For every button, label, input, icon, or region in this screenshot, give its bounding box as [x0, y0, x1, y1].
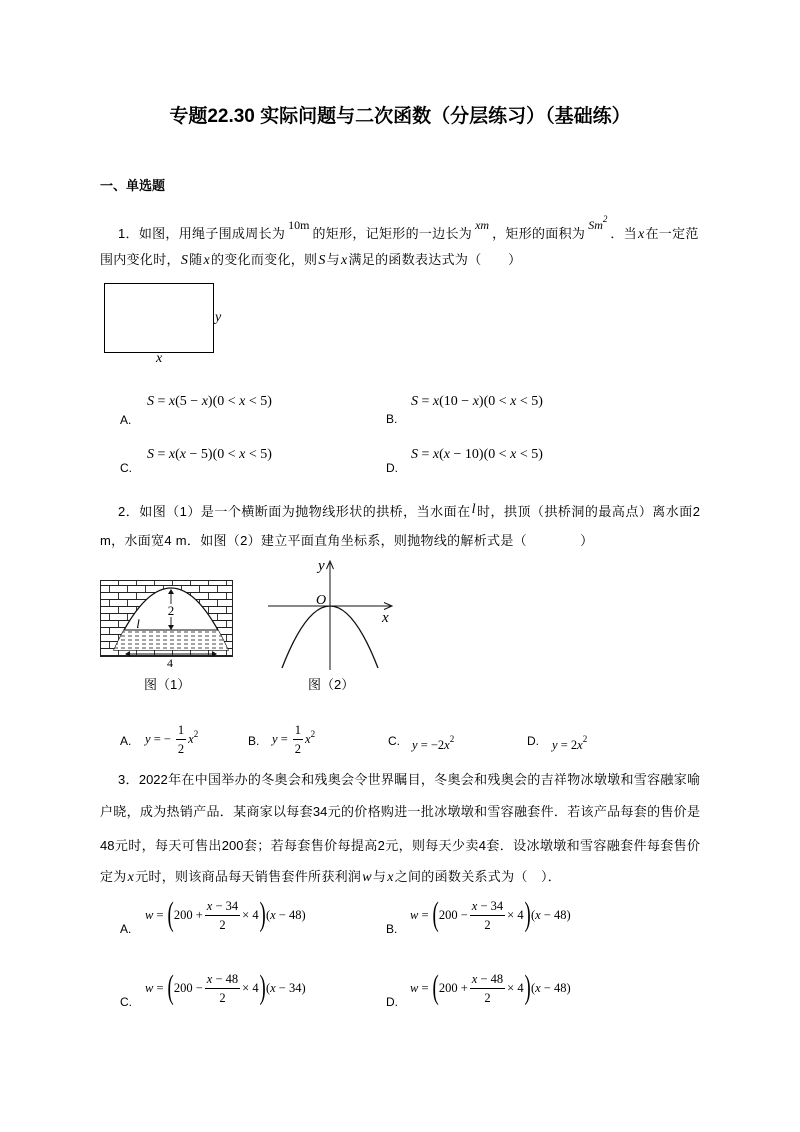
q2-option-d-label: D. [527, 734, 539, 748]
formula-body: y = 2x [552, 738, 583, 752]
q3-text-segment: 之间的函数关系式为（ ）． [394, 869, 562, 884]
question-2-line-2: m，水面宽4 m．如图（2）建立平面直角坐标系，则抛物线的解析式是（ ） [100, 533, 594, 548]
q3-text-segment: 与 [372, 869, 387, 884]
q1-option-d-label: D. [386, 461, 398, 475]
formula-lhs: w = [410, 908, 429, 922]
formula-head: 200 − [438, 908, 468, 922]
formula-variable: x [188, 732, 194, 746]
fraction-numerator: x − 34 [205, 897, 240, 916]
fraction-numerator: 1 [293, 721, 303, 740]
formula-multiplier: × 4 [242, 908, 259, 922]
rectangle-side-label-x: x [156, 351, 163, 366]
q2-option-a-label: A. [120, 734, 132, 748]
big-right-paren: ) [524, 969, 531, 1006]
fraction-denominator: 2 [219, 917, 226, 932]
formula-variable: x [305, 732, 311, 746]
fraction-denominator: 2 [177, 741, 185, 756]
big-right-paren: ) [259, 969, 266, 1006]
perimeter-unit: 10m [288, 218, 310, 232]
variable-w: w [362, 870, 372, 885]
question-1-line-1 [118, 210, 699, 244]
q1-text-segment: 随 [189, 252, 203, 267]
q1-text-segment: 的矩形，记矩形的一边长为 [312, 226, 473, 241]
x-axis-label: x [382, 610, 389, 626]
fraction [205, 970, 240, 1007]
question-3-line-2: 户晓，成为热销产品．某商家以每套34元的价格购进一批冰墩墩和雪容融套件．若该产品每套的售价是 [100, 804, 700, 819]
q1-text-segment: 满足的函数表达式为（ ） [348, 252, 522, 267]
rectangle-figure [104, 283, 214, 353]
parabola-coordinate-figure [265, 558, 397, 672]
question-3-line-4 [100, 868, 561, 887]
fraction [470, 970, 505, 1007]
area-unit-base: Sm [588, 218, 603, 232]
fraction-numerator: 1 [176, 721, 186, 740]
q1-option-b-label: B. [386, 412, 398, 426]
variable-s: S [318, 253, 326, 268]
fraction-denominator: 2 [294, 741, 301, 756]
q3-option-b-label: B. [386, 922, 398, 936]
fraction-denominator: 2 [484, 990, 491, 1005]
big-left-paren: ( [167, 969, 174, 1006]
q1-option-c-formula: S = x(x − 5)(0 < x < 5) [147, 447, 272, 462]
fraction [205, 897, 240, 934]
formula-lhs: y = − [145, 732, 171, 746]
width-label: 4 [167, 656, 173, 670]
formula-exponent: 2 [449, 734, 455, 744]
formula-tail: (x − 48) [530, 981, 571, 995]
q3-option-d-label: D. [386, 995, 398, 1009]
q3-option-c-label: C. [120, 995, 132, 1009]
fraction [176, 721, 186, 758]
q2-option-c-formula [412, 734, 454, 754]
q1-text-segment: 1．如图，用绳子围成周长为 [118, 226, 286, 241]
formula-head: 200 − [173, 981, 203, 995]
q2-option-c-label: C. [388, 734, 400, 748]
formula-multiplier: × 4 [507, 908, 524, 922]
q3-option-a-label: A. [120, 922, 132, 936]
q3-option-b-formula [410, 895, 571, 935]
height-label: 2 [167, 603, 175, 618]
formula-body: y = −2x [412, 738, 450, 752]
area-unit-exponent: 2 [602, 214, 608, 224]
big-left-paren: ( [167, 896, 174, 933]
section-heading: 一、单选题 [100, 178, 166, 193]
formula-tail: (x − 48) [265, 908, 306, 922]
variable-x: x [637, 227, 645, 242]
question-3-line-3: 48元时，每天可售出200套；若每套售价每提高2元，则每天少卖4套．设冰墩墩和雪容融套件每套售价 [100, 838, 700, 853]
big-right-paren: ) [259, 896, 266, 933]
fraction [470, 897, 505, 934]
q2-option-d-formula [552, 734, 587, 754]
formula-multiplier: × 4 [507, 981, 524, 995]
q2-text-segment: 2．如图（1）是一个横断面为抛物线形状的拱桥，当水面在 [118, 504, 471, 519]
fraction [293, 721, 303, 758]
fraction-denominator: 2 [219, 990, 226, 1005]
q2-option-a-formula [145, 723, 198, 755]
q1-option-d-formula: S = x(x − 10)(0 < x < 5) [411, 447, 543, 462]
water-level-label: l [136, 616, 140, 631]
q3-option-a-formula [145, 895, 306, 935]
formula-lhs: w = [145, 981, 164, 995]
variable-x: x [127, 870, 135, 885]
q3-option-d-formula [410, 968, 571, 1008]
question-3-line-1: 3．2022年在中国举办的冬奥会和残奥会令世界瞩目，冬奥会和残奥会的吉祥物冰墩墩和雪容融家喻 [118, 772, 700, 787]
q2-text-segment: 时，拱顶（拱桥洞的最高点）离水面2 [476, 504, 701, 519]
figure-1-caption: 图（1） [144, 677, 191, 692]
fraction-denominator: 2 [484, 917, 491, 932]
fraction-numerator: x − 48 [470, 970, 505, 989]
figure-2-caption: 图（2） [308, 677, 355, 692]
formula-head: 200 + [173, 908, 203, 922]
q1-option-b-formula: S = x(10 − x)(0 < x < 5) [411, 394, 543, 409]
q1-text-segment: 的变化而变化，则 [210, 252, 318, 267]
variable-x: x [387, 870, 394, 885]
q1-text-segment: 与 [326, 252, 340, 267]
origin-label: O [316, 593, 327, 608]
q1-text-segment: 在一定范 [645, 226, 699, 241]
question-2-line-1 [118, 501, 700, 521]
page-title: 专题22.30 实际问题与二次函数（分层练习）（基础练） [169, 106, 631, 127]
q1-option-c-label: C. [120, 461, 132, 475]
big-left-paren: ( [432, 969, 439, 1006]
q1-option-a-label: A. [120, 413, 132, 427]
arch-bridge-figure [100, 578, 234, 670]
area-unit [588, 214, 608, 232]
fraction-numerator: x − 48 [205, 970, 240, 989]
q1-text-segment: 围内变化时， [100, 252, 180, 267]
formula-exponent: 2 [193, 729, 199, 739]
y-axis-label: y [318, 558, 325, 574]
formula-head: 200 + [438, 981, 468, 995]
side-length-unit: xm [475, 218, 490, 232]
rectangle-side-label-y: y [215, 310, 222, 325]
variable-x: x [203, 253, 210, 268]
question-1-line-2 [100, 251, 521, 270]
formula-tail: (x − 48) [530, 908, 571, 922]
q2-option-b-label: B. [248, 734, 260, 748]
formula-exponent: 2 [582, 734, 588, 744]
q3-option-c-formula [145, 968, 306, 1008]
formula-lhs: y = [272, 732, 288, 746]
variable-x: x [340, 253, 348, 268]
variable-s: S [180, 253, 189, 268]
water-level-variable: l [471, 502, 476, 517]
q1-text-segment: ．当 [610, 226, 637, 241]
fraction-numerator: x − 34 [470, 897, 505, 916]
formula-tail: (x − 34) [265, 981, 306, 995]
formula-multiplier: × 4 [242, 981, 259, 995]
formula-lhs: w = [145, 908, 164, 922]
q2-option-b-formula [272, 723, 315, 755]
q1-option-a-formula: S = x(5 − x)(0 < x < 5) [147, 394, 272, 409]
big-right-paren: ) [524, 896, 531, 933]
big-left-paren: ( [432, 896, 439, 933]
q1-text-segment: ，矩形的面积为 [492, 226, 586, 241]
formula-exponent: 2 [310, 729, 316, 739]
q3-text-segment: 定为 [100, 869, 127, 884]
formula-lhs: w = [410, 981, 429, 995]
q3-text-segment: 元时，则该商品每天销售套件所获利润 [135, 869, 362, 884]
